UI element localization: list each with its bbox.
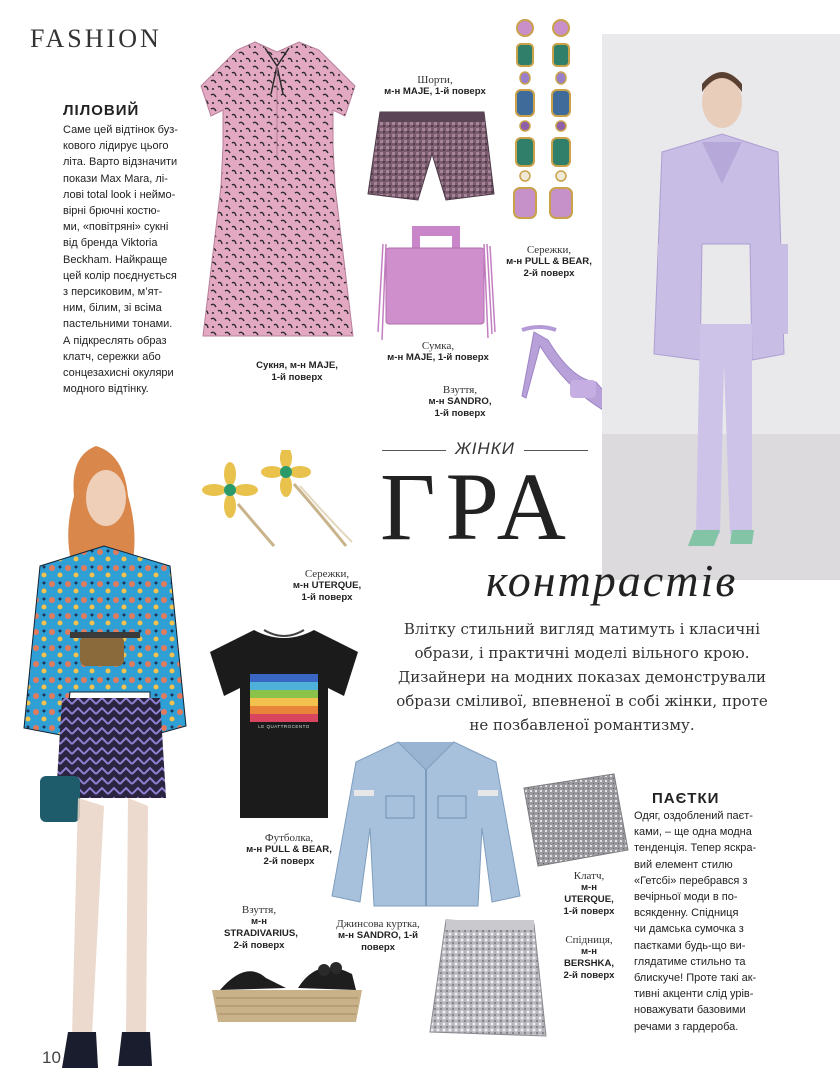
text-line: покази Max Mara, лі- — [63, 172, 168, 185]
text-line: паєтками будь-що ви- — [634, 939, 746, 952]
caption-name: Взуття, — [442, 384, 478, 396]
caption-store: м-н MAJE, 1-й поверх — [387, 352, 489, 363]
platform-sandals-image — [206, 948, 368, 1026]
text-line: А підкреслять образ — [63, 334, 167, 347]
caption-name: Шорти, — [417, 74, 453, 86]
text-line: ками, – ще одна модна — [634, 826, 752, 839]
text-line: глядатиме стильно та — [634, 955, 746, 968]
clutch-image — [510, 770, 636, 870]
caption-name: Спідниця, — [565, 934, 613, 946]
caption-store: м-н UTERQUE, — [564, 882, 614, 905]
text-line: ми, «повітряні» сукні — [63, 221, 169, 234]
sequins-heading: ПАЄТКИ — [652, 790, 720, 807]
page-number: 10 — [42, 1048, 61, 1067]
text-line: вірні брючні костю- — [63, 205, 161, 218]
headline-title: ГРА — [380, 453, 576, 560]
lead-line: Влітку стильний вигляд матимуть і класичні — [403, 620, 761, 638]
text-line: Beckham. Найкраще — [63, 253, 168, 266]
caption-store: м-н SANDRO, — [428, 396, 492, 407]
lead-line: не позбавленої романтизму. — [469, 716, 695, 734]
caption-floor: 2-й поверх — [523, 268, 575, 279]
lilac-body — [63, 122, 211, 397]
caption-store: м-н PULL & BEAR, — [246, 844, 332, 855]
text-line: ним, білим, зі всіма — [63, 302, 162, 315]
caption-store: м-н PULL & BEAR, — [506, 256, 592, 267]
flower-earrings-image — [190, 450, 358, 558]
text-line: пастельними тонами. — [63, 318, 173, 331]
lead-line: образи, і практичні моделі вільного крою. — [414, 644, 750, 662]
lead-line: Дизайнери на модних показах демонстрували — [398, 668, 766, 686]
clutch-caption — [556, 870, 622, 918]
denim-jacket-image — [326, 736, 526, 910]
text-line: кового лідирує цього — [63, 140, 169, 153]
runway-photo-lilac — [602, 34, 840, 580]
text-line: всякденну. Спідниця — [634, 907, 739, 920]
headline-subtitle: контрастів — [486, 555, 738, 606]
caption-store: м-н SANDRO, 1-й поверх — [337, 930, 419, 953]
caption-name: Футболка, — [264, 832, 314, 844]
caption-floor: 2-й поверх — [263, 856, 315, 867]
bag-caption — [386, 340, 490, 364]
shorts-image — [362, 104, 500, 208]
caption-floor: 1-й поверх — [271, 372, 323, 383]
caption-name: Сукня, м-н MAJE, — [256, 360, 338, 371]
caption-store: м-н BERSHKA, — [563, 946, 615, 969]
text-line: від бренда Viktoria — [63, 237, 158, 250]
lead-line: образи сміливої, впевненої в собі жінки, проте — [396, 692, 768, 710]
caption-name: Клатч, — [573, 870, 605, 882]
tshirt-print-text: LE QUATTROCENTO — [258, 724, 310, 729]
text-line: вечірньої моди в по- — [634, 891, 738, 904]
flower-earrings-caption — [292, 568, 362, 604]
caption-name: Взуття, — [241, 904, 277, 916]
text-line: «Гетсбі» перебрався з — [634, 874, 748, 887]
text-line: лові total look і неймо- — [63, 188, 176, 201]
caption-floor: 2-й поверх — [233, 940, 285, 951]
caption-floor: 2-й поверх — [563, 970, 615, 981]
caption-store: м-н MAJE, 1-й поверх — [384, 86, 486, 97]
skirt-caption — [558, 934, 620, 982]
kicker-text: ЖІНКИ — [455, 439, 515, 458]
dress-caption — [232, 360, 362, 384]
drop-earrings-caption — [506, 244, 592, 280]
text-line: з персиковим, м’ят- — [63, 286, 163, 299]
shorts-caption — [380, 74, 490, 98]
text-line: Саме цей відтінок буз- — [63, 124, 178, 136]
text-line: чи дамська сумочка з — [634, 923, 744, 936]
bag-image — [376, 214, 500, 348]
caption-store: м-н UTERQUE, — [292, 580, 362, 591]
text-line: Одяг, оздоблений паєт- — [634, 810, 753, 822]
caption-floor: 1-й поверх — [301, 592, 353, 603]
kicker-rule-right — [524, 450, 588, 451]
sandals-caption — [224, 904, 298, 952]
text-line: клатч, сережки або — [63, 350, 161, 363]
text-line: літа. Варто відзначити — [63, 156, 178, 169]
text-line: блискуче! Проте такі ак- — [634, 972, 757, 985]
runway-photo-print — [0, 436, 188, 1092]
caption-name: Сумка, — [421, 340, 455, 352]
text-line: модного відтінку. — [63, 383, 149, 396]
caption-store: м-н STRADIVARIUS, — [224, 916, 298, 939]
text-line: цей колір поєднується — [63, 269, 177, 282]
lead-paragraph — [382, 617, 782, 737]
caption-name: Джинсова куртка, — [336, 918, 420, 930]
lilac-heading: ЛІЛОВИЙ — [63, 102, 140, 119]
section-title: FASHION — [30, 24, 162, 53]
text-line: речами з гардероба. — [634, 1020, 739, 1033]
lilac-sandal-caption — [424, 384, 496, 420]
drop-earrings-image — [508, 16, 578, 230]
caption-floor: 1-й поверх — [563, 906, 615, 917]
dress-image — [195, 36, 361, 348]
caption-floor: 1-й поверх — [434, 408, 486, 419]
sequins-body — [634, 808, 780, 1035]
tshirt-caption — [246, 832, 332, 868]
caption-name: Сережки, — [304, 568, 350, 580]
caption-name: Сережки, — [526, 244, 572, 256]
sequin-skirt-image — [424, 914, 552, 1042]
text-line: новажувати базовими — [634, 1004, 746, 1017]
text-line: тенденція. Тепер яскра- — [634, 842, 757, 855]
text-line: тивні акценти слід урів- — [634, 988, 754, 1001]
text-line: сонцезахисні окуляри — [63, 367, 174, 380]
text-line: вий елемент стилю — [634, 858, 733, 871]
